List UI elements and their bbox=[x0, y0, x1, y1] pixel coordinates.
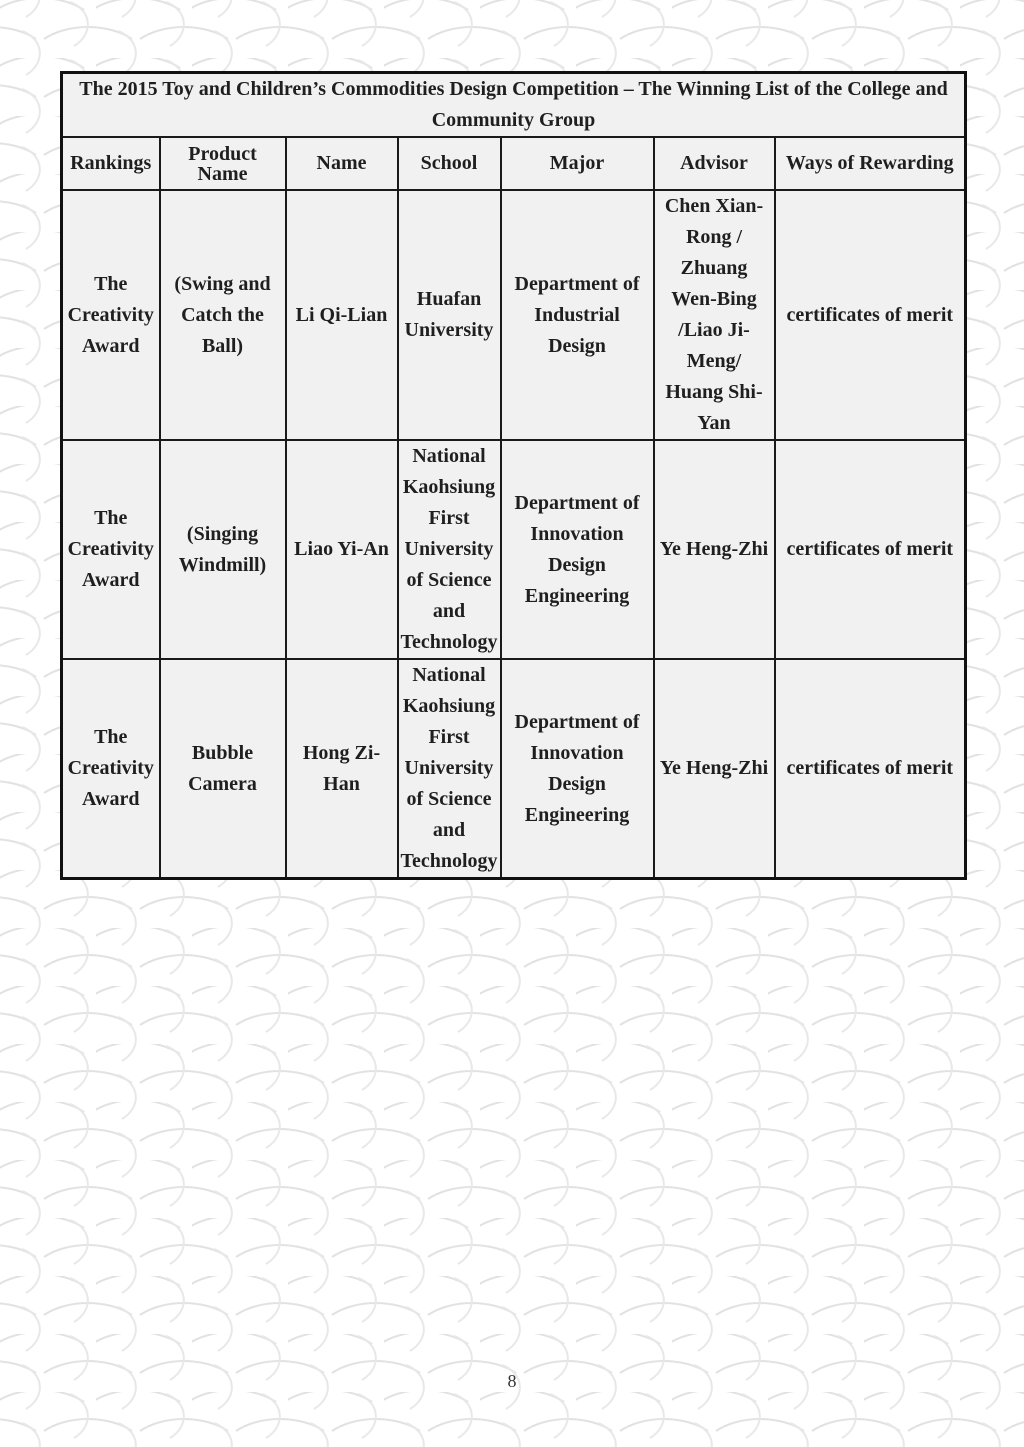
cell-name: Hong Zi-Han bbox=[286, 659, 398, 879]
cell-advisor: Chen Xian-Rong / Zhuang Wen-Bing /Liao Ji-Meng/ Huang Shi-Yan bbox=[654, 190, 775, 440]
table-header-row bbox=[62, 137, 966, 190]
table-title: The 2015 Toy and Children’s Commodities Design Competition – The Winning List of the College and Community Group bbox=[62, 73, 966, 138]
table-title-row bbox=[62, 73, 966, 138]
header-product-name: Product Name bbox=[160, 137, 286, 190]
header-major: Major bbox=[501, 137, 654, 190]
cell-reward: certificates of merit bbox=[775, 190, 966, 440]
cell-ranking: The Creativity Award bbox=[62, 190, 160, 440]
cell-major: Department of Innovation Design Engineering bbox=[501, 659, 654, 879]
table-row bbox=[62, 190, 966, 440]
cell-advisor: Ye Heng-Zhi bbox=[654, 659, 775, 879]
cell-school: Huafan University bbox=[398, 190, 501, 440]
cell-ranking: The Creativity Award bbox=[62, 440, 160, 659]
header-rankings: Rankings bbox=[62, 137, 160, 190]
winning-list-table bbox=[60, 71, 967, 880]
table-row bbox=[62, 440, 966, 659]
cell-school: National Kaohsiung First University of Science and Technology bbox=[398, 659, 501, 879]
cell-advisor: Ye Heng-Zhi bbox=[654, 440, 775, 659]
header-name: Name bbox=[286, 137, 398, 190]
table-row bbox=[62, 659, 966, 879]
cell-product-name: (Swing and Catch the Ball) bbox=[160, 190, 286, 440]
cell-product-name: Bubble Camera bbox=[160, 659, 286, 879]
header-ways-of-rewarding: Ways of Rewarding bbox=[775, 137, 966, 190]
header-school: School bbox=[398, 137, 501, 190]
cell-name: Li Qi-Lian bbox=[286, 190, 398, 440]
cell-reward: certificates of merit bbox=[775, 440, 966, 659]
cell-product-name: (Singing Windmill) bbox=[160, 440, 286, 659]
cell-major: Department of Industrial Design bbox=[501, 190, 654, 440]
cell-ranking: The Creativity Award bbox=[62, 659, 160, 879]
cell-major: Department of Innovation Design Engineering bbox=[501, 440, 654, 659]
page-number: 8 bbox=[507, 1371, 517, 1391]
cell-reward: certificates of merit bbox=[775, 659, 966, 879]
cell-school: National Kaohsiung First University of Science and Technology bbox=[398, 440, 501, 659]
cell-name: Liao Yi-An bbox=[286, 440, 398, 659]
header-advisor: Advisor bbox=[654, 137, 775, 190]
